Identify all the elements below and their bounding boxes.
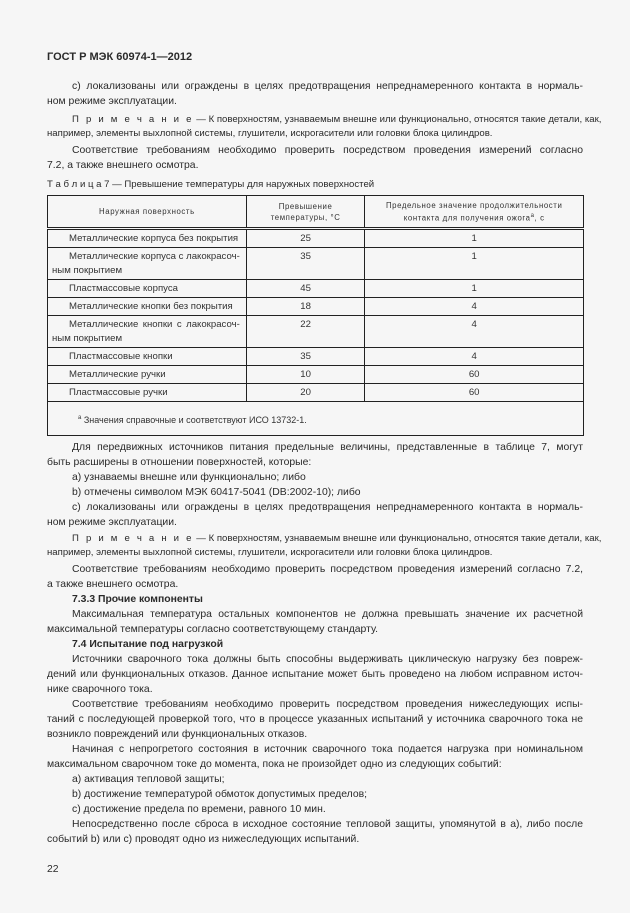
table-caption xyxy=(47,178,583,192)
page-number: 22 xyxy=(47,864,59,875)
paragraph-line: нике сварочного тока. xyxy=(47,684,153,695)
paragraph-line: Начиная с непрогретого состояния в источник сварочного тока подается нагрузка при номинальном xyxy=(72,744,583,755)
paragraph-line: 7.2, а также внешнего осмотра. xyxy=(47,160,199,171)
column-header-duration: Предельное значение продолжительности контакта для получения ожога$^а$, с xyxy=(365,196,584,229)
list-item: b) достижение температурой обмоток допустимых пределов; xyxy=(72,789,368,800)
paragraph-line: максимальном сварочном токе до момента, пока не произойдет одно из следующих событий: xyxy=(47,759,502,770)
paragraph-line: Для передвижных источников питания предельные величины, представленные в таблице 7, могут xyxy=(72,442,583,453)
page-content xyxy=(47,50,602,877)
note-label: П р и м е ч а н и е xyxy=(72,114,194,125)
list-item: a) узнаваемы внешне или функционально; либо xyxy=(72,472,306,483)
paragraph-line: быть расширены в отношении поверхностей, которые: xyxy=(47,457,312,468)
table-row: Пластмассовые корпуса 45 1 xyxy=(48,280,584,298)
temperature-table xyxy=(47,195,584,436)
note-text: — К поверхностям, узнаваемым внешне или функционально, относятся такие детали, как, xyxy=(193,533,602,544)
column-header-surface: Наружная поверхность xyxy=(48,196,247,229)
list-item: b) отмечены символом МЭК 60417-5041 (DB:2002-10); либо xyxy=(72,487,361,498)
table-row: Пластмассовые ручки 20 60 xyxy=(48,384,584,402)
paragraph-line: а также внешнего осмотра. xyxy=(47,579,179,590)
table-row: Металлические корпуса с лакокрасоч- ным покрытием 35 1 xyxy=(48,248,584,280)
document-header: ГОСТ Р МЭК 60974-1—2012 xyxy=(47,51,193,63)
note-line xyxy=(47,532,602,546)
section-heading-7-4: 7.4 Испытание под нагрузкой xyxy=(72,639,224,650)
list-item: c) достижение предела по времени, равного 10 мин. xyxy=(72,804,326,815)
note-label: П р и м е ч а н и е xyxy=(72,533,194,544)
table-header-row xyxy=(48,196,584,229)
paragraph-line: таний с последующей проверкой того, что в процессе указанных испытаний у источника сварочного тока не xyxy=(47,714,583,725)
paragraph-line: Соответствие требованиям необходимо проверить посредством проведения измерений согласно xyxy=(72,145,583,156)
paragraph-line: c) локализованы или ограждены в целях предотвращения непреднамеренного контакта в нормаль- xyxy=(72,502,583,513)
paragraph-line: c) локализованы или ограждены в целях предотвращения непреднамеренного контакта в нормаль- xyxy=(72,81,583,92)
paragraph-line: ном режиме эксплуатации. xyxy=(47,96,177,107)
column-header-temperature: Превышение температуры, °С xyxy=(246,196,365,229)
paragraph-line: Непосредственно после сброса в исходное состояние тепловой защиты, упомянутой в a), либо после xyxy=(72,819,583,830)
table-row: Пластмассовые кнопки 35 4 xyxy=(48,348,584,366)
note-line: например, элементы выхлопной системы, глушители, искрогасители или головки блока цилиндров. xyxy=(47,547,493,558)
note-line: например, элементы выхлопной системы, глушители, искрогасители или головки блока цилиндров. xyxy=(47,128,493,139)
table-row: Металлические кнопки с лакокрасоч- ным покрытием 22 4 xyxy=(48,316,584,348)
paragraph-line: возникло повреждений или функциональных отказов. xyxy=(47,729,308,740)
list-item: a) активация тепловой защиты; xyxy=(72,774,225,785)
table-row: Металлические ручки 10 60 xyxy=(48,366,584,384)
table-footnote: $^а$ Значения справочные и соответствуют ИСО 13732-1. xyxy=(48,402,584,436)
paragraph-line: максимальной температуры согласно соответствующему стандарту. xyxy=(47,624,379,635)
table-row: Металлические корпуса без покрытия 25 1 xyxy=(48,229,584,248)
note-text: — К поверхностям, узнаваемым внешне или функционально, относятся такие детали, как, xyxy=(193,114,602,125)
paragraph-line: ном режиме эксплуатации. xyxy=(47,517,177,528)
paragraph-line: событий b) или c) проводят одно из нижеследующих испытаний. xyxy=(47,834,360,845)
paragraph-line: Максимальная температура остальных компонентов не должна превышать значение их расчетной xyxy=(72,609,583,620)
section-heading-7-3-3: 7.3.3 Прочие компоненты xyxy=(72,594,203,605)
paragraph-line: дений или функциональных отказов. Данное испытание может быть проведено на любом исправном источ- xyxy=(47,669,583,680)
note-line xyxy=(47,113,602,127)
paragraph-line: Источники сварочного тока должны быть способны выдерживать циклическую нагрузку без повреж- xyxy=(72,654,583,665)
table-footnote-row xyxy=(48,402,584,436)
table-caption-text: — Превышение температуры для наружных поверхностей xyxy=(109,179,375,190)
paragraph-line: Соответствие требованиям необходимо проверить посредством проведения нижеследующих испы- xyxy=(72,699,583,710)
paragraph-line: Соответствие требованиям необходимо проверить посредством проведения измерений согласно 7.2, xyxy=(72,564,583,575)
table-row: Металлические кнопки без покрытия 18 4 xyxy=(48,298,584,316)
table-caption-label: Т а б л и ц а 7 xyxy=(47,179,110,190)
